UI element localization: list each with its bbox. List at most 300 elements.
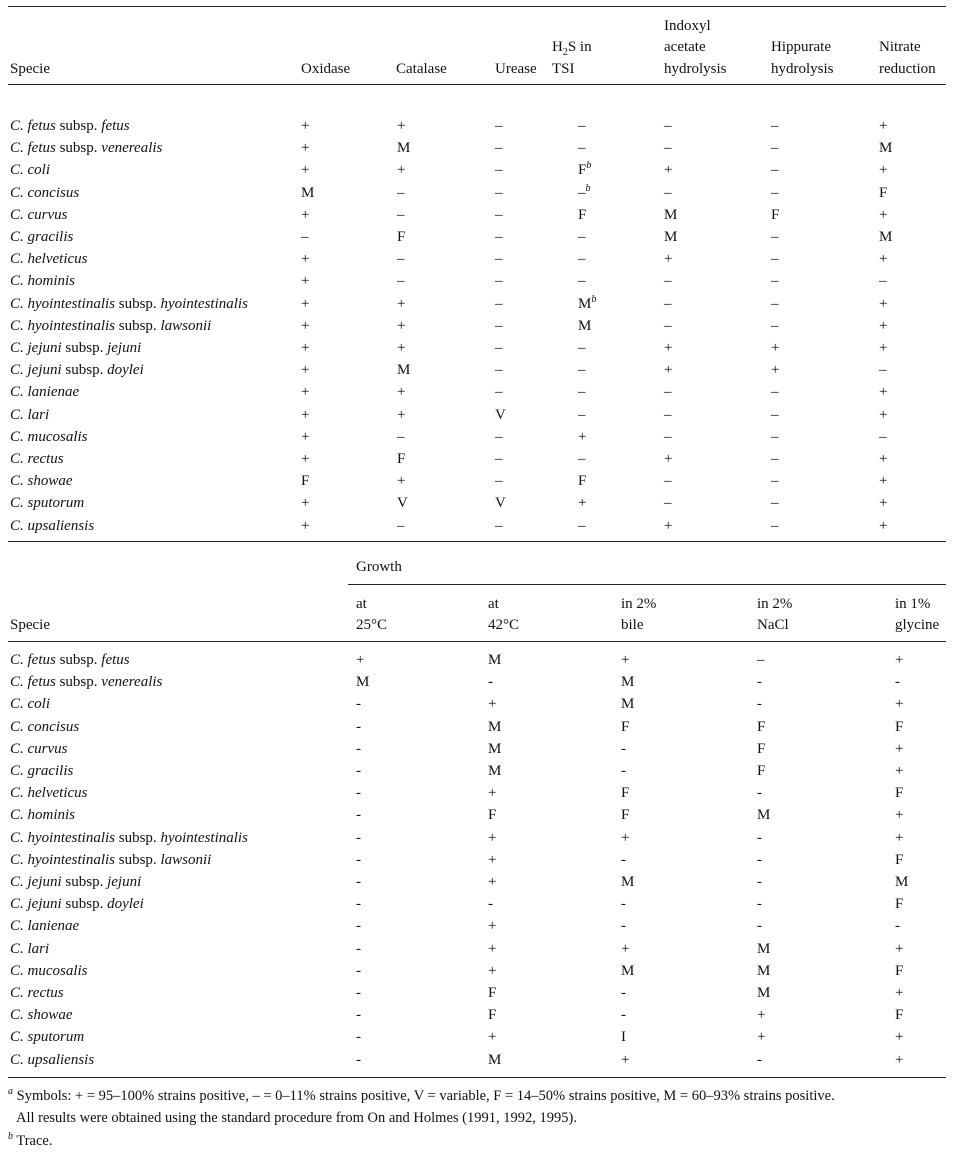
table1-species-cell [10,427,88,447]
species-name-text: subsp. [115,317,161,334]
cell-value: – [879,428,887,445]
table2-header-nacl-line1: in 2% [757,596,793,612]
cell-value: F [879,184,888,201]
species-name-italic: C. hyointestinalis [10,851,115,868]
cell-value: M [757,985,771,1001]
table2-header-at25-line2: 25°C [356,617,388,633]
table1-value-cell [578,249,586,269]
table1-value-cell [879,382,887,402]
table2-value-cell [356,983,361,1003]
table1-value-cell [397,294,405,314]
cell-value: + [301,428,310,445]
cell-value: - [757,674,762,691]
table1-value-cell [879,249,887,269]
table2-value-cell [488,1005,496,1025]
table2-species-cell [10,894,144,914]
species-name-italic: lawsonii [160,851,212,868]
table1-value-cell [664,294,672,314]
cell-value: I [621,1029,626,1046]
cell-value: – [397,517,405,534]
cell-value: + [664,162,673,179]
table1-value-cell [578,471,586,491]
cell-value: – [578,384,586,401]
cell-value: - [356,962,361,979]
table1-species-cell [10,382,79,402]
species-name-italic: C. gracilis [10,763,74,779]
table1-value-cell [879,516,887,536]
cell-value: F [488,807,497,824]
cell-value: – [578,251,586,268]
cell-value: – [664,406,672,423]
table1-value-cell [301,294,309,314]
cell-value: – [495,517,503,534]
table1-value-cell [771,493,779,513]
cell-value: + [301,362,310,379]
cell-value: – [664,118,672,134]
cell-value: – [771,495,779,512]
table2-species-cell [10,983,64,1003]
table1-value-cell [578,405,586,425]
footnote-reference: b [591,293,597,305]
species-name-italic: C. rectus [10,451,64,467]
table1-value-cell [879,471,887,491]
table1-header-specie: Specie [10,61,50,77]
cell-value: + [397,406,406,423]
table1-value-cell [771,249,779,269]
table1-value-cell [301,338,309,358]
cell-value: F [578,206,587,223]
cell-value: – [495,473,503,490]
table1-value-cell [301,360,309,380]
cell-value: – [771,273,779,290]
cell-value: - [621,851,626,868]
table1-value-cell [664,405,672,425]
table1-value-cell [578,382,586,402]
cell-value: – [397,184,405,201]
table1-value-cell [578,316,591,336]
cell-value: + [301,162,310,179]
table1-value-cell [397,405,405,425]
cell-value: + [488,851,497,868]
table2-species-cell [10,850,211,870]
species-name-italic: venerealis [101,140,163,157]
table2-header-bile-line2: bile [621,617,644,633]
table1-value-cell [495,271,503,291]
table2-value-cell [356,939,361,959]
cell-value: M [397,140,411,157]
table2-value-cell [621,828,629,848]
table1-value-cell [301,493,309,513]
cell-value: – [771,317,779,334]
table2-species-cell [10,783,87,803]
cell-value: + [895,807,904,824]
table1-value-cell [771,360,779,380]
table2-value-cell [356,672,369,692]
table2-value-cell [757,1005,765,1025]
cell-value: – [495,184,503,201]
species-name-text: subsp. [115,829,161,846]
table2-value-cell [356,694,361,714]
table1-value-cell [879,294,887,314]
cell-value: + [488,874,497,890]
table2-value-cell [621,783,629,803]
cell-value: - [621,740,626,757]
species-name-italic: fetus [101,652,130,668]
cell-value: F [578,473,587,490]
table1-header-catalase: Catalase [396,61,447,77]
table1-value-cell [578,205,586,225]
table1-value-cell [771,183,779,203]
cell-value: F [301,473,310,490]
table2-value-cell [356,650,364,670]
table1-header-nitrate-line2: reduction [879,61,936,77]
table1-value-cell [664,205,677,225]
table2-value-cell [757,983,770,1003]
species-name-italic: C. gracilis [10,229,74,245]
cell-value: - [621,1007,626,1024]
table1-value-cell [771,160,779,180]
table2-value-cell [621,1027,626,1047]
species-name-italic: lawsonii [160,317,212,334]
table2-value-cell [488,694,496,714]
table1-value-cell [397,249,405,269]
table1-value-cell [495,427,503,447]
table1-value-cell [578,338,586,358]
table2-header-at25-line1: at [356,596,367,612]
table2-header-bile-line1: in 2% [621,596,657,612]
cell-value: + [771,340,780,356]
table2-value-cell [621,894,626,914]
table1-value-cell [397,382,405,402]
table2-value-cell [621,961,634,981]
cell-value: + [664,362,673,379]
cell-value: M [301,184,315,201]
cell-value: + [488,785,497,802]
table1-value-cell [664,138,672,158]
table1-value-cell [664,183,672,203]
table2-value-cell [621,761,626,781]
table2-value-cell [488,1050,501,1070]
table2-value-cell [621,694,634,714]
cell-value: – [495,162,503,179]
table1-value-cell [397,205,405,225]
table2-value-cell [895,761,903,781]
cell-value: - [356,1051,361,1068]
table1-bottom-rule [8,541,946,542]
table2-value-cell [757,894,762,914]
table2-value-cell [621,872,634,892]
table1-value-cell [397,471,405,491]
species-name-italic: C. helveticus [10,251,88,268]
table1-value-cell [495,116,503,136]
table1-value-cell [771,138,779,158]
table2-value-cell [621,939,629,959]
table2-value-cell [621,805,629,825]
cell-value: – [771,251,779,268]
cell-value: - [621,918,626,935]
cell-value: M [757,940,771,957]
species-name-italic: C. upsaliensis [10,1051,95,1068]
cell-value: + [664,340,673,356]
footnote-a-line1: $^a$ Symbols: + = 95–100% strains positive, – = 0–11% strains positive, V = variable, F = 14–50% strains positive, M = 60–93% strains positive. [8,1086,835,1104]
table1-value-cell [879,449,887,469]
table1-species-cell [10,338,141,358]
table2-value-cell [356,961,361,981]
table1-value-cell [301,227,309,247]
table2-species-cell [10,939,49,959]
cell-value: + [879,495,888,512]
cell-value: + [895,1029,904,1046]
table2-value-cell [895,983,903,1003]
table1-species-cell [10,271,75,291]
cell-value: M [879,229,893,245]
cell-value: + [397,295,406,312]
cell-value: F [621,785,630,802]
cell-value: – [771,184,779,201]
table1-value-cell [771,227,779,247]
table2-value-cell [488,872,496,892]
table1-value-cell [771,338,779,358]
cell-value: - [356,985,361,1001]
cell-value: – [664,273,672,290]
cell-value: - [356,740,361,757]
cell-value: + [488,962,497,979]
table2-value-cell [356,1027,361,1047]
species-name-italic: C. helveticus [10,785,88,802]
cell-value: F [578,162,587,179]
table2-value-cell [356,1050,361,1070]
table1-value-cell [301,271,309,291]
cell-value: - [757,829,762,846]
table2-value-cell [895,717,903,737]
cell-value: – [771,451,779,467]
species-name-italic: C. hominis [10,807,76,824]
table2-value-cell [488,739,501,759]
cell-value: + [895,696,904,713]
table1-value-cell [301,449,309,469]
table2-value-cell [356,717,361,737]
table1-value-cell [578,493,586,513]
table2-value-cell [356,872,361,892]
species-name-italic: C. jejuni [10,874,62,890]
species-name-italic: C. coli [10,162,50,179]
cell-value: + [664,251,673,268]
table1-value-cell [771,516,779,536]
cell-value: - [895,674,900,691]
table1-value-cell [879,138,892,158]
table2-value-cell [895,872,908,892]
table1-value-cell [495,493,506,513]
table1-value-cell [879,183,887,203]
cell-value: M [488,652,502,668]
footnote-b-marker: b [8,1131,13,1143]
cell-value: – [578,229,586,245]
cell-value: - [488,674,493,691]
cell-value: – [578,406,586,423]
cell-value: + [301,517,310,534]
species-name-italic: C. jejuni [10,362,62,379]
species-name-italic: C. mucosalis [10,428,88,445]
cell-value: F [621,718,630,735]
table1-value-cell [771,427,779,447]
table1-value-cell [879,205,887,225]
table1-species-cell [10,183,79,203]
cell-value: + [397,162,406,179]
cell-value: – [578,118,586,134]
table2-value-cell [757,1027,765,1047]
table1-value-cell [664,160,672,180]
cell-value: – [578,517,586,534]
cell-value: - [757,696,762,713]
table2-species-cell [10,916,79,936]
species-name-italic: C. concisus [10,184,80,201]
cell-value: - [757,785,762,802]
table2-value-cell [895,850,903,870]
table2-value-cell [895,672,900,692]
table1-header-urease: Urease [495,61,537,77]
table2-species-cell [10,694,50,714]
table1-value-cell [879,360,887,380]
table2-species-cell [10,761,73,781]
cell-value: + [895,940,904,957]
cell-value: – [578,184,586,201]
table1-value-cell [879,427,887,447]
table1-value-cell [879,316,887,336]
cell-value: - [757,874,762,890]
cell-value: + [301,206,310,223]
table2-value-cell [621,672,634,692]
table2-value-cell [757,850,762,870]
cell-value: + [488,696,497,713]
table1-value-cell [495,449,503,469]
cell-value: + [757,1029,766,1046]
table2-value-cell [488,783,496,803]
cell-value: – [495,273,503,290]
table1-species-cell [10,449,64,469]
table1-value-cell [301,138,309,158]
cell-value: + [895,652,904,668]
cell-value: – [495,206,503,223]
footnote-a-marker: a [8,1086,13,1098]
cell-value: + [879,473,888,490]
table1-value-cell [397,427,405,447]
cell-value: + [664,451,673,467]
table1-header-nitrate-line1: Nitrate [879,39,921,55]
cell-value: F [895,785,904,802]
table1-species-cell [10,493,84,513]
cell-value: + [301,495,310,512]
table1-value-cell [301,160,309,180]
cell-value: - [356,874,361,890]
table1-value-cell [771,316,779,336]
table1-value-cell [301,382,309,402]
cell-value: - [356,763,361,779]
cell-value: M [757,962,771,979]
table1-species-cell [10,294,248,314]
cell-value: F [895,1007,904,1024]
table2-header-at42-line2: 42°C [488,617,520,633]
table2-value-cell [895,1005,903,1025]
table1-value-cell [771,205,779,225]
table2-value-cell [757,872,762,892]
table1-value-cell [397,183,405,203]
table2-header-at42-line1: at [488,596,499,612]
species-name-text: subsp. [61,896,108,913]
cell-value: M [397,362,411,379]
cell-value: + [397,384,406,401]
table2-value-cell [757,939,770,959]
species-name-italic: C. hyointestinalis [10,829,115,846]
table1-value-cell [879,227,892,247]
table1-value-cell [879,405,887,425]
table1-value-cell [664,449,672,469]
table1-value-cell [301,405,309,425]
table2-value-cell [895,650,903,670]
cell-value: – [495,295,503,312]
cell-value: + [301,340,310,356]
table1-value-cell [578,183,591,203]
cell-value: - [757,1051,762,1068]
cell-value: F [397,229,406,245]
table1-value-cell [397,449,405,469]
footnote-b: $^b$ Trace. [8,1131,53,1149]
cell-value: + [879,317,888,334]
cell-value: – [879,273,887,290]
cell-value: + [397,317,406,334]
table1-species-cell [10,138,162,158]
cell-value: – [664,428,672,445]
table2-value-cell [621,983,626,1003]
species-name-text: subsp. [115,851,161,868]
table1-value-cell [578,360,586,380]
table2-value-cell [757,761,765,781]
cell-value: – [771,384,779,401]
footnote-a-line2: All results were obtained using the standard procedure from On and Holmes (1991, 1992, 1995). [16,1110,577,1126]
table1-value-cell [771,471,779,491]
cell-value: + [488,829,497,846]
cell-value: + [488,1029,497,1046]
species-name-italic: C. lanienae [10,918,80,935]
cell-value: – [578,362,586,379]
cell-value: F [895,718,904,735]
table1-value-cell [495,382,503,402]
table1-value-cell [495,138,503,158]
cell-value: - [356,718,361,735]
footnote-reference: b [586,160,592,172]
table2-value-cell [488,1027,496,1047]
table1-value-cell [578,227,586,247]
cell-value: – [495,140,503,157]
table1-value-cell [301,316,309,336]
table2-header-glycine-line1: in 1% [895,596,931,612]
cell-value: – [664,140,672,157]
table2-value-cell [356,894,361,914]
table2-value-cell [895,961,903,981]
cell-value: - [356,696,361,713]
cell-value: – [771,428,779,445]
table1-value-cell [879,338,887,358]
species-name-italic: C. hominis [10,273,76,290]
table1-value-cell [397,516,405,536]
table1-species-cell [10,316,211,336]
table1-value-cell [664,338,672,358]
species-name-italic: jejuni [107,874,142,890]
table2-value-cell [488,850,496,870]
cell-value: – [495,118,503,134]
cell-value: M [757,807,771,824]
cell-value: + [301,295,310,312]
cell-value: - [356,1029,361,1046]
